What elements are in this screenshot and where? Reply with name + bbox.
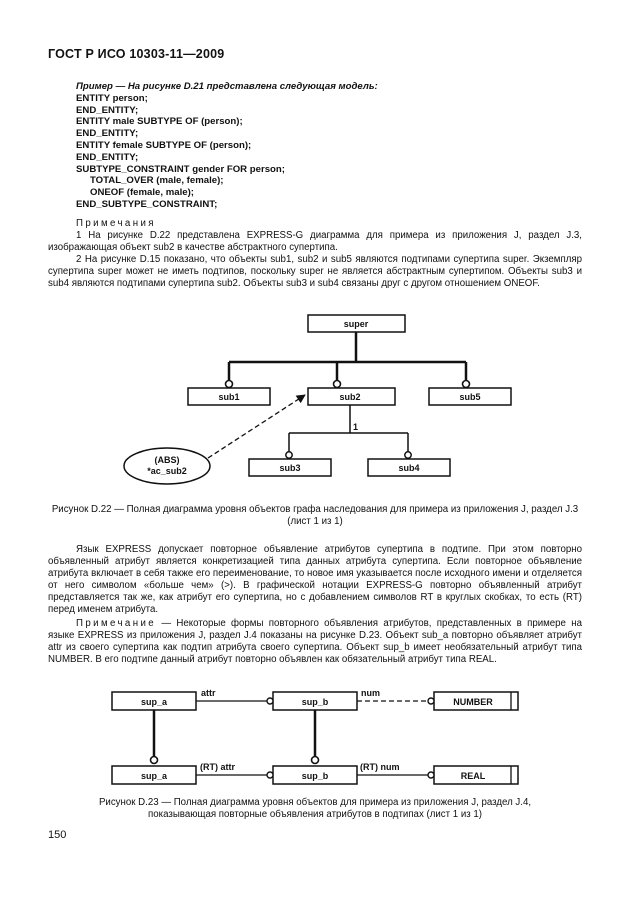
note-2: 2 На рисунке D.15 показано, что объекты sub1, sub2 и sub5 являются подтипами супертипа super. Экземпляр супертипа super может не иметь подтипов, поскольку super не является абстрактным супертипом. Объекты sub3 и sub4 являются подтипами супертипа sub2. Объекты sub3 и sub4 связаны друг с другом отношением ONEOF. [48,254,582,290]
figure-d23 [112,688,518,784]
note-3-title: Примечание [76,618,157,629]
box-number-label: NUMBER [453,697,493,707]
note-1: 1 На рисунке D.22 представлена EXPRESS-G диаграмма для примера из приложения J, раздел J.3, изображающая объект sub2 в качестве абстрактного супертипа. [48,230,582,254]
code-line: ONEOF (female, male); [90,187,194,199]
sup-b-subtype-circle [312,757,319,764]
note-3-text: — Некоторые формы повторного объявления атрибутов, представленных в примере на языке EXPRESS из приложения J, раздел J.4 показаны на рисунке D.23. Объект sub_a повторно объявляет атрибут attr из своего супертипа как подтип атрибута своего супертипа. Объект sup_b имеет необязательный атрибут типа NUMBER. В его подтипе данный атрибут повторно объявлен как обязательный атрибут типа REAL. [48,618,582,666]
figure-d22-caption: Рисунок D.22 — Полная диаграмма уровня объектов графа наследования для примера из приложения J, раздел J.3 (лист 1 из 1) [51,504,579,528]
abs-line2: *ac_sub2 [147,466,187,476]
document-header: ГОСТ Р ИСО 10303-11—2009 [48,47,225,61]
end-circle-sub2 [334,381,341,388]
attr-end-circle [267,698,273,704]
end-circle-sub1 [226,381,233,388]
end-circle-sub3 [286,452,292,458]
box-sub4-label: sub4 [398,463,420,473]
code-line: ENTITY male SUBTYPE OF (person); [76,116,243,128]
code-line: ENTITY person; [76,92,148,104]
box-sub2-label: sub2 [339,392,361,402]
box-sub-b-label: sup_b [301,771,329,781]
box-sup-b-label: sup_b [301,697,329,707]
code-line: END_SUBTYPE_CONSTRAINT; [76,198,218,210]
note-3 [48,618,582,666]
figure-d23-caption: Рисунок D.23 — Полная диаграмма уровня объектов для примера из приложения J, раздел J.4, показывающая повторные объявления атрибутов в подтипах (лист 1 из 1) [98,797,532,821]
box-sub5-label: sub5 [459,392,481,402]
sup-a-subtype-circle [151,757,158,764]
num-label: num [361,688,380,698]
num-end-circle [428,698,434,704]
box-super-label: super [343,319,369,329]
example-intro: Пример — На рисунке D.21 представлена следующая модель: [76,81,378,92]
rt-num-end-circle [428,772,434,778]
box-real-label: REAL [460,771,486,781]
code-line: END_ENTITY; [76,128,139,140]
page-number: 150 [48,829,67,841]
rt-attr-label: (RT) attr [200,762,235,772]
box-sub-a-label: sup_a [140,771,168,781]
figure-d22 [124,315,511,484]
rt-num-label: (RT) num [360,762,400,772]
redeclaration-paragraph [48,544,582,617]
rt-attr-end-circle [267,772,273,778]
code-line: END_ENTITY; [76,151,139,163]
redeclaration-text: Язык EXPRESS допускает повторное объявление атрибутов супертипа в подтипе. При этом повторно объявленный атрибут является конкретизацией типа данных атрибута супертипа. Если повторное объявление атрибута включает в себя также его переименование, то новое имя указывается после исходного имени и отделяется от него символом «больше чем» (>). В графической нотации EXPRESS-G повторно объявленный атрибут представляется так же, как атрибут его супертипа, но с добавлением символов RT в круглых скобках, то есть (RT) перед именем атрибута. [48,544,582,616]
code-line: TOTAL_OVER (male, female); [90,175,224,187]
end-circle-sub5 [463,381,470,388]
code-line: ENTITY female SUBTYPE OF (person); [76,139,252,151]
oneof-label: 1 [353,422,359,432]
box-sup-a-label: sup_a [140,697,168,707]
box-sub3-label: sub3 [279,463,301,473]
box-sub1-label: sub1 [218,392,240,402]
attr-label: attr [201,688,216,698]
code-line: END_ENTITY; [76,104,139,116]
code-line: SUBTYPE_CONSTRAINT gender FOR person; [76,163,285,175]
abs-line1: (ABS) [154,455,180,465]
end-circle-sub4 [405,452,411,458]
notes-title: Примечания [76,218,156,229]
